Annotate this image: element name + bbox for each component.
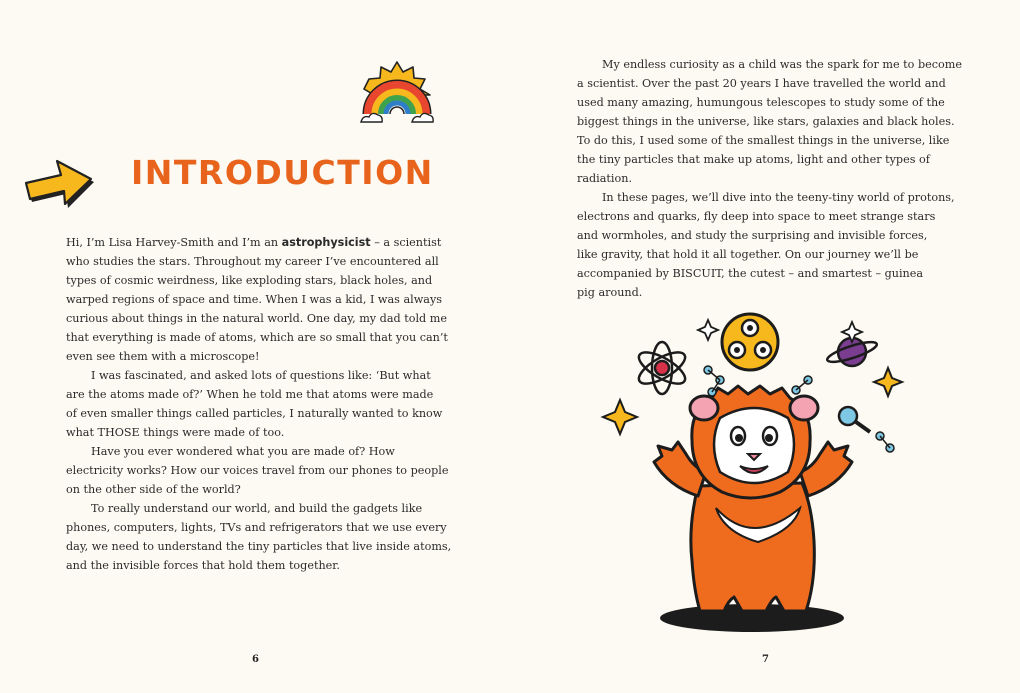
text-line: Have you ever wondered what you are made of? How: [91, 445, 395, 458]
paragraph-understand: [66, 499, 456, 575]
arrow-right-icon: [24, 158, 96, 212]
body-shape: [691, 483, 814, 611]
text-line: even see them with a microscope!: [66, 350, 260, 363]
text-line: Hi, I’m Lisa Harvey-Smith and I’m an astrophysicist – a scientist: [66, 236, 442, 249]
page-heading: INTRODUCTION: [131, 153, 434, 192]
guinea-pig-biscuit-illustration: [600, 308, 910, 638]
magnifier-icon: [839, 407, 870, 432]
paragraph-curiosity: [577, 55, 962, 188]
text-line: on the other side of the world?: [66, 483, 241, 496]
bold-term: astrophysicist: [281, 236, 371, 249]
text-line: the tiny particles that make up atoms, light and other types of: [577, 153, 930, 166]
text-line: like gravity, that hold it all together. On our journey we’ll be: [577, 248, 919, 261]
text-line: that everything is made of atoms, which are so small that you can’t: [66, 331, 448, 344]
text-line: who studies the stars. Throughout my career I’ve encountered all: [66, 255, 439, 268]
page-number: 7: [762, 654, 769, 665]
atom-icon: [634, 342, 689, 394]
text-line: pig around.: [577, 286, 643, 299]
text-line: I was fascinated, and asked lots of questions like: ‘But what: [91, 369, 431, 382]
text-line: warped regions of space and time. When I was a kid, I was always: [66, 293, 443, 306]
text-line: accompanied by BISCUIT, the cutest – and smartest – guinea: [577, 267, 924, 280]
text-line: My endless curiosity as a child was the spark for me to become: [602, 58, 962, 71]
text-line: used many amazing, humungous telescopes to study some of the: [577, 96, 945, 109]
text-line: day, we need to understand the tiny particles that live inside atoms,: [66, 540, 452, 553]
text-line: electrons and quarks, fly deep into space to meet strange stars: [577, 210, 936, 223]
text-line: To really understand our world, and build the gadgets like: [91, 502, 423, 515]
text-line: radiation.: [577, 172, 632, 185]
text-line: To do this, I used some of the smallest things in the universe, like: [577, 134, 950, 147]
left-body-text: [66, 233, 456, 575]
text-line: and wormholes, and study the surprising and invisible forces,: [577, 229, 928, 242]
paragraph-fascinated: [66, 366, 456, 442]
star-icon: [698, 320, 718, 340]
text-line: electricity works? How our voices travel from our phones to people: [66, 464, 449, 477]
paragraph-intro: [66, 233, 456, 366]
star-icon: [603, 400, 637, 434]
text-line: types of cosmic weirdness, like exploding stars, black holes, and: [66, 274, 433, 287]
text-line: a scientist. Over the past 20 years I have travelled the world and: [577, 77, 946, 90]
text-line: phones, computers, lights, TVs and refrigerators that we use every: [66, 521, 447, 534]
paragraph-these-pages: [577, 188, 957, 302]
text-line: what THOSE things were made of too.: [66, 426, 285, 439]
text-line: of even smaller things called particles, I naturally wanted to know: [66, 407, 443, 420]
text-line: and the invisible forces that hold them together.: [66, 559, 340, 572]
rainbow-sun-icon: [360, 60, 434, 126]
page-number: 6: [252, 654, 259, 665]
text-line: biggest things in the universe, like stars, galaxies and black holes.: [577, 115, 955, 128]
star-icon: [874, 368, 902, 396]
quark-circle-icon: [722, 314, 778, 370]
right-body-text: [577, 55, 962, 302]
text-line: are the atoms made of?’ When he told me that atoms were made: [66, 388, 434, 401]
paragraph-wondered: [66, 442, 456, 499]
text-line: curious about things in the natural world. One day, my dad told me: [66, 312, 447, 325]
text-line: In these pages, we’ll dive into the teeny-tiny world of protons,: [602, 191, 955, 204]
